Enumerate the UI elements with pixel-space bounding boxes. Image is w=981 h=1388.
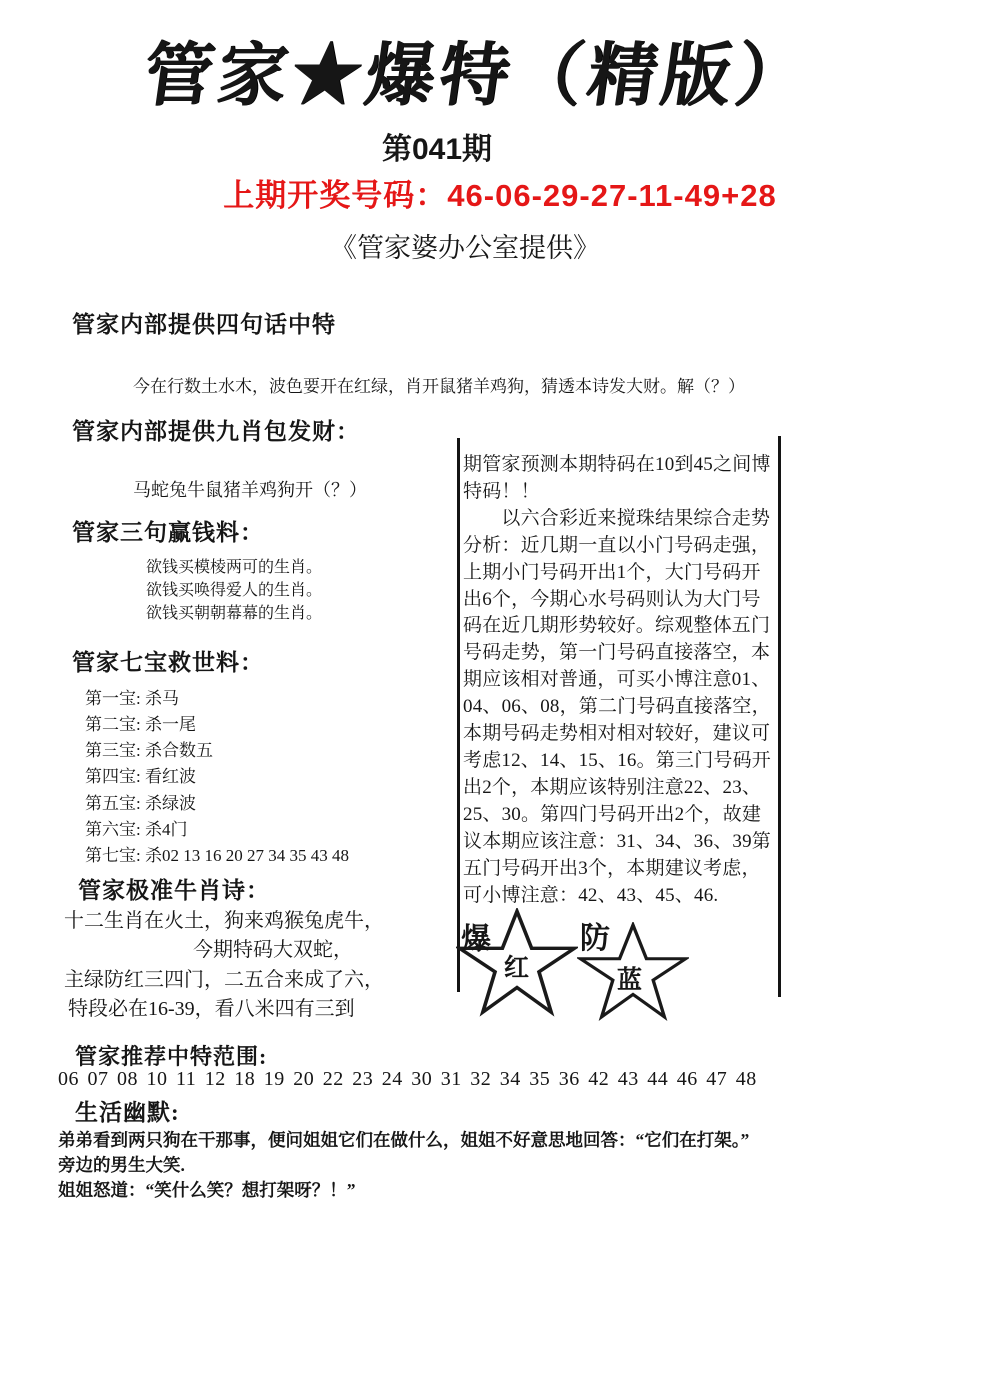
poem-line: 今期特码大双蛇， — [193, 939, 353, 961]
page-title: 管家★爆特（精版） — [137, 38, 815, 114]
zodiac-poem-heading: 管家极准牛肖诗： — [78, 878, 270, 903]
nine-zodiac-text: 马蛇兔牛鼠猪羊鸡狗开（？） — [133, 480, 367, 500]
analysis-line: 出6个，今期心水号码则认为大门号 — [463, 588, 761, 610]
star-tag-fang: 防 — [580, 922, 610, 955]
analysis-line: 本期号码走势相对相对较好，建议可 — [463, 723, 771, 745]
issue-number: 第041期 — [381, 133, 493, 166]
treasure-item: 第四宝: 看红波 — [85, 767, 196, 786]
humor-heading: 生活幽默: — [75, 1100, 180, 1125]
recommend-heading: 管家推荐中特范围: — [75, 1044, 268, 1069]
analysis-line: 码在近几期形势较好。综观整体五门 — [463, 615, 771, 637]
analysis-line: 议本期应该注意：31、34、36、39第 — [463, 830, 772, 852]
three-sentence-line: 欲钱买唤得爱人的生肖。 — [146, 582, 323, 599]
analysis-line: 以六合彩近来搅珠结果综合走势 — [463, 507, 771, 529]
star-tag-bao: 爆 — [461, 923, 491, 956]
humor-line: 旁边的男生大笑. — [58, 1155, 185, 1175]
analysis-line: 分析：近几期一直以小门号码走强， — [463, 534, 771, 556]
analysis-line: 25、30。第四门号码开出2个，故建 — [463, 803, 762, 825]
treasure-item: 第二宝: 杀一尾 — [85, 715, 196, 734]
poem-line: 主绿防红三四门，二五合来成了六， — [64, 969, 384, 991]
analysis-line: 出2个，本期应该特别注意22、23、 — [463, 776, 762, 798]
nine-zodiac-heading: 管家内部提供九肖包发财： — [72, 419, 360, 444]
three-sentence-line: 欲钱买朝朝幕幕的生肖。 — [146, 605, 323, 622]
three-sentence-line: 欲钱买模棱两可的生肖。 — [146, 559, 323, 576]
analysis-right-rule — [778, 436, 781, 997]
humor-line: 姐姐怒道：“笑什么笑？想打架呀？！” — [58, 1180, 356, 1200]
treasure-item: 第三宝: 杀合数五 — [85, 741, 213, 760]
treasure-item: 第七宝: 杀02 13 16 20 27 34 35 43 48 — [85, 846, 349, 865]
star-core-hong: 红 — [504, 955, 530, 982]
humor-line: 弟弟看到两只狗在干那事，便问姐姐它们在做什么，姐姐不好意思地回答：“它们在打架。” — [58, 1130, 750, 1150]
star-core-lan: 蓝 — [617, 967, 643, 994]
treasure-item: 第五宝: 杀绿波 — [85, 794, 196, 813]
recommend-numbers: 06 07 08 10 11 12 18 19 20 22 23 24 30 31 32 34 35 36 42 43 44 46 47 48 — [58, 1068, 757, 1090]
analysis-line: 期应该相对普通，可买小博注意01、 — [463, 669, 771, 691]
three-sentence-heading: 管家三句赢钱料： — [72, 520, 264, 545]
analysis-line: 考虑12、14、15、16。第三门号码开 — [463, 749, 772, 771]
analysis-line: 可小博注意：42、43、45、46. — [463, 884, 719, 906]
poem-line: 特段必在16-39，看八米四有三到 — [68, 998, 355, 1020]
seven-treasure-heading: 管家七宝救世料： — [72, 650, 264, 675]
analysis-line: 号码走势，第一门号码直接落空，本 — [463, 642, 771, 664]
analysis-block — [463, 452, 771, 909]
poem-line: 十二生肖在火土，狗来鸡猴兔虎牛， — [64, 910, 384, 932]
four-sentence-heading: 管家内部提供四句话中特 — [72, 312, 336, 337]
analysis-line: 04、06、08，第二门号码直接落空， — [463, 696, 771, 718]
treasure-item: 第六宝: 杀4门 — [85, 820, 188, 839]
treasure-item: 第一宝: 杀马 — [85, 689, 179, 708]
provider-line: 《管家婆办公室提供》 — [330, 233, 600, 263]
analysis-line: 上期小门号码开出1个，大门号码开 — [463, 561, 761, 583]
analysis-line: 期管家预测本期特码在10到45之间博 — [463, 454, 771, 475]
analysis-line: 五门号码开出3个，本期建议考虑， — [463, 857, 761, 879]
analysis-line: 特码！！ — [463, 480, 540, 502]
last-draw-numbers: 上期开奖号码：46-06-29-27-11-49+28 — [223, 178, 777, 213]
four-sentence-text: 今在行数土水木，波色要开在红绿，肖开鼠猪羊鸡狗，猜透本诗发大财。解（？） — [133, 377, 745, 396]
